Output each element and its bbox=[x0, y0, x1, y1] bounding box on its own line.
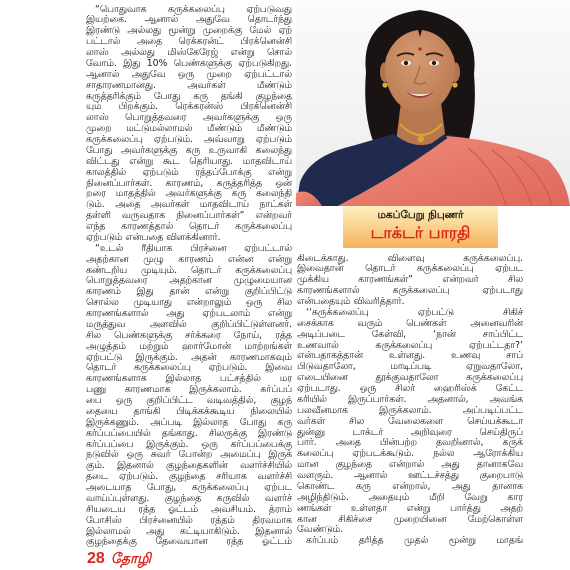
text-line: இரண்டு அல்லது மூன்று முறைக்கு மேல் ஏற் bbox=[86, 26, 292, 37]
text-line: இல்லாமல் அது கட்டியாகிடும். இதனால் bbox=[86, 526, 292, 537]
text-line: போசிஸ் பிரச்னையில் ரத்தம் திரவமாக bbox=[86, 515, 292, 526]
text-line: கர்ப்பப்பை இருக்கும். ஒரு கர்ப்பப்பைக்கு bbox=[86, 439, 292, 450]
text-line: தொடர் கருக்கலைப்பு ஏற்படும். இவை bbox=[86, 363, 292, 374]
text-line: வர்கள் சில வேலைகளை செய்யக்கூடா bbox=[297, 416, 523, 427]
paragraph bbox=[297, 536, 523, 547]
paragraph bbox=[86, 244, 292, 549]
text-line: தள்ளி வருவதாக நினைப்பார்கள்” என்றவர் bbox=[86, 211, 292, 222]
page-number: 28 bbox=[87, 550, 105, 567]
article-column-left bbox=[86, 5, 292, 549]
text-line: குழந்தைக்கு தேவையான ரத்த ஓட்டம் bbox=[86, 537, 292, 548]
text-line: ஆனால் அதுவே ஒரு முறை ஏற்பட்டால் bbox=[86, 69, 292, 80]
text-line: என்பதையும் விவரித்தார். bbox=[297, 297, 405, 307]
text-line: காலத்தில் ஏற்படும் ரத்தப்போக்கு என்று bbox=[86, 167, 292, 178]
text-line: பணு காரணமாக இருக்கலாம். கர்ப்பப் bbox=[86, 385, 292, 396]
text-line: விட்டது என்று கூட தெரியாது. மாதவிடாய் bbox=[86, 156, 292, 167]
text-line: “உடல் ரீதியாக பிரச்னை ஏற்பட்டால் bbox=[95, 243, 292, 254]
text-line: இயற்கை. ஆனால் அதுவே தொடர்ந்து bbox=[86, 15, 292, 26]
text-line: இவைதான் தொடர் கருக்கலைப்பு ஏற்பட bbox=[297, 264, 523, 275]
doctor-photo-image bbox=[296, 0, 570, 206]
text-line: கர்ப்பப்பையில் தங்காது. சிலருக்கு இரண்டு bbox=[86, 428, 292, 439]
text-line: அடையாத போது, கருக்கலைப்பு ஏற்பட bbox=[86, 483, 292, 493]
text-line: லாஸ் பொறுத்தவரை அவர்களுக்கு ஒரு bbox=[86, 113, 292, 124]
text-line: ‘‘கருக்கலைப்பு ஏற்பட்டு சிகிச் bbox=[306, 307, 523, 318]
caption-box bbox=[343, 206, 498, 248]
doctor-name: டாக்டர் பாரதி bbox=[370, 223, 471, 242]
text-line: பொறுத்தவரை அதற்கான முழுமையான bbox=[86, 276, 292, 287]
text-line: தடை ஏற்படும். குழந்தை சரியாக வளர்ச்சி bbox=[86, 472, 292, 483]
paragraph bbox=[297, 254, 523, 308]
text-line: வாய்ப்புள்ளது. குழந்தை கருவில் வளர்ச் bbox=[86, 493, 292, 504]
text-line: துன்னு டாக்டர் அறிவுரை செய்திருப் bbox=[297, 427, 523, 438]
text-line: மருத்துவ அளவில் குறிப்பிட்டுள்ளனர். bbox=[86, 319, 292, 330]
text-line: இருக்கணும். அப்படி இல்லாத போது கரு bbox=[86, 417, 292, 428]
doctor-photo bbox=[296, 0, 570, 206]
text-line: கொண்ட கரு என்றால், அது தானாக bbox=[297, 481, 523, 492]
text-line: கர்ப்பம் தரித்த முதல் மூன்று மாதங் bbox=[306, 536, 523, 547]
text-line: மான குழந்தை என்றால் அது தானாகவே bbox=[297, 460, 523, 471]
magazine-logo: தோழி bbox=[110, 551, 152, 567]
text-line: சில பெண்களுக்கு சர்க்கரை நோய், ரத்த bbox=[86, 330, 292, 341]
text-line: வளரும். ஆனால் ஊட்டச்சத்து குறைபாடு bbox=[297, 471, 523, 481]
text-line: பிடுவதாலோ, மாடிப்படி ஏறுவதாலோ, bbox=[297, 362, 523, 373]
text-line: உணவால் கருக்கலைப்பு ஏற்பட்டதா?’ bbox=[297, 340, 523, 351]
text-line: கருத்தரிக்கும் போது கரு தங்கி குழந்தை bbox=[86, 91, 292, 102]
paragraph bbox=[86, 5, 292, 244]
text-line: அழுத்தம் மற்றும் ஹார்மோன் மாற்றங்கள் bbox=[86, 341, 292, 352]
text-line: நடுவில் ஒரு சுவர் போன்ற அமைப்பு இருக் bbox=[86, 450, 292, 461]
text-line: கண்டறிய முடியும். தொடர் கருக்கலைப்பு bbox=[86, 265, 292, 276]
text-line: “பொதுவாக கருக்கலைப்பு ஏற்படுவது bbox=[95, 4, 292, 15]
text-line: காரணங்களாக இல்லாத பட்சத்தில் மர bbox=[86, 374, 292, 385]
text-line: என்பதாகத்தான் உள்ளது. உணவு சாப் bbox=[297, 351, 523, 362]
text-line: அடிப்படை கேள்வி, ‘நான் சாப்பிட்ட bbox=[297, 329, 523, 340]
text-line: நினைப்பார்கள். காரணம், கருத்தரித்த ஒன் bbox=[86, 178, 292, 189]
text-line: கிடைக்காது. விளைவு கருக்கலைப்பு. bbox=[297, 253, 523, 264]
text-line: ஏற்படாது. ஒரு சிலர் ஹைரிஸ்க் கேட்ட bbox=[297, 384, 523, 394]
text-line: பட்டால் அதை ரெக்கரன்ட் பிரக்னென்சி bbox=[86, 37, 292, 48]
text-line: எந்த காரணத்தால் தொடர் கருக்கலைப்பு bbox=[86, 222, 292, 232]
text-line: றரை மாதத்தில் அவர்களுக்கு கரு கலைந்தி bbox=[86, 189, 292, 200]
page-footer bbox=[87, 548, 151, 567]
text-line: சாதாரணமானது. அவர்கள் மீண்டும் bbox=[86, 80, 292, 91]
text-line: வோம். இது 10% பெண்களுக்கு ஏற்படுகிறது. bbox=[86, 58, 292, 69]
text-line: யும் பிறக்கும். ரெக்கரன்ஸ் பிரக்னென்சி bbox=[86, 102, 292, 113]
text-line: தையை தாங்கி பிடிக்கக்கூடிய நிலையில் bbox=[86, 406, 292, 417]
text-line: ஏற்படும் என்பதை விளக்கினார். bbox=[86, 232, 221, 243]
text-line: போது அவர்களுக்கு கரு உருவாகி கலைந்து bbox=[86, 145, 292, 156]
text-line: லாஸ் அல்லது மிஸ்கேரேஜ் என்று சொல் bbox=[86, 48, 292, 58]
text-line: வேண்டும். bbox=[297, 525, 344, 536]
text-line: பலவீனமாக இருக்கலாம். அப்படிப்பட்ட bbox=[297, 405, 523, 416]
text-line: முறை மட்டுமல்லாமல் மீண்டும் மீண்டும் bbox=[86, 124, 292, 135]
text-line: கருக்கலைப்பு ஏற்படும். அவ்வாறு ஏற்படும் bbox=[86, 135, 292, 145]
doctor-designation: மகப்பேறு நிபுணர் bbox=[377, 209, 464, 221]
text-line: சொல்ல முடியாது என்றாலும் ஒரு சில bbox=[86, 298, 292, 309]
text-line: பார். அதை பின்பற்ற தவறினால், கருக் bbox=[297, 438, 523, 449]
text-line: காரணங்களால் கருக்கலைப்பு ஏற்படாது bbox=[297, 286, 523, 297]
text-line: சைக்காக வரும் பெண்கள் அனைவரின் bbox=[297, 318, 523, 329]
article-column-right bbox=[297, 254, 523, 548]
text-line: முக்கிய காரணங்கள்” என்றவர் சில bbox=[297, 275, 523, 286]
text-line: ணங்கள் உள்ளதா என்று பார்த்து அதற் bbox=[297, 503, 523, 514]
text-line: கும். இதனால் குழந்தைகளின் வளர்ச்சியில் bbox=[86, 461, 292, 472]
text-line: டும். அதை அவர்கள் மாதவிடாய் நாட்கள் bbox=[86, 200, 292, 211]
text-line: எடையினை தூக்குவதாலோ கருக்கலைப்பு bbox=[297, 373, 523, 384]
text-line: பை ஒரு குறிப்பிட்ட வடிவத்தில், குழந் bbox=[86, 396, 292, 406]
text-line: அதற்கான முழு காரணம் என்ன என்று bbox=[86, 254, 292, 265]
text-line: கலைப்பு ஏற்படக்கூடும். நல்ல ஆரோக்கிய bbox=[297, 449, 523, 460]
text-line: கரியில் இருப்பார்கள். அதனால், அவங்க bbox=[297, 394, 523, 405]
paragraph bbox=[297, 308, 523, 536]
text-line: காரணம் இது தான் என்று குறிப்பிட்டு bbox=[86, 287, 292, 298]
text-line: அழிந்திடும். அதையும் மீறி வேறு கார bbox=[297, 492, 523, 503]
text-line: ஏற்பட்டு இருக்கும். அதன் காரணமாகவும் bbox=[86, 352, 292, 363]
text-line: காரணங்களால் அது ஏற்படலாம் என்று bbox=[86, 309, 292, 319]
text-line: கான சிகிச்சை முறையினை மேற்கொள்ள bbox=[297, 514, 523, 525]
text-line: சியடைய ரத்த ஓட்டம் அவசியம். த்ராம் bbox=[86, 504, 292, 515]
